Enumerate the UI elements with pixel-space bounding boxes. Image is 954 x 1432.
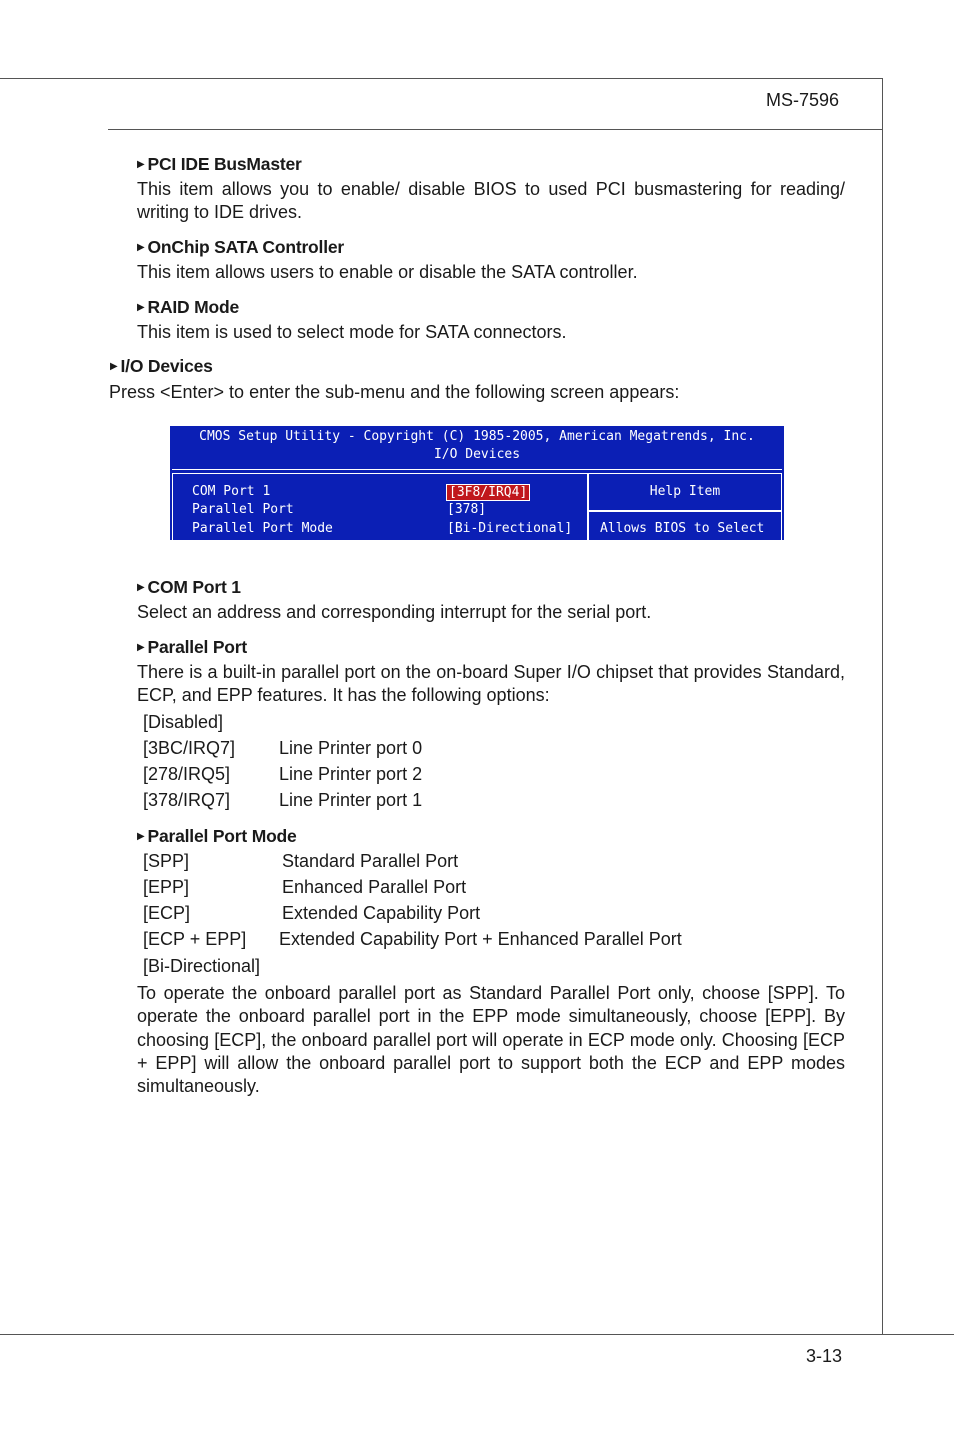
section-body-parallel-port: There is a built-in parallel port on the on-board Super I/O chipset that provides Standard, ECP, and EPP features. It has the following options: (137, 662, 845, 706)
bullet-triangle-icon: ▶ (137, 242, 145, 253)
bullet-triangle-icon: ▶ (137, 582, 145, 593)
bullet-triangle-icon: ▶ (110, 361, 118, 372)
option-description: Enhanced Parallel Port (282, 877, 467, 897)
heading-text: OnChip SATA Controller (147, 237, 345, 257)
option-description: Extended Capability Port + Enhanced Parallel Port (279, 929, 682, 949)
section-body-pci-ide: This item allows you to enable/ disable BIOS to used PCI busmastering for reading/ writing to IDE drives. (137, 179, 845, 223)
heading-text: RAID Mode (147, 297, 240, 317)
option-value: [SPP] (143, 851, 190, 871)
heading-text: PCI IDE BusMaster (147, 154, 302, 174)
bios-help-title: Help Item (649, 484, 721, 499)
section-body-io-devices: Press <Enter> to enter the sub-menu and the following screen appears: (109, 382, 680, 402)
option-description: Line Printer port 1 (279, 790, 423, 810)
option-description: Extended Capability Port (282, 903, 481, 923)
section-heading-parallel-port (137, 637, 247, 658)
option-value: [Disabled] (143, 712, 224, 732)
section-heading-com-port (137, 577, 241, 598)
section-body-onchip-sata: This item allows users to enable or disable the SATA controller. (137, 262, 638, 282)
heading-text: Parallel Port Mode (147, 826, 297, 846)
bios-row-value-selected[interactable]: [3F8/IRQ4] (446, 484, 530, 501)
section-body-com-port: Select an address and corresponding interrupt for the serial port. (137, 602, 652, 622)
bios-title: CMOS Setup Utility - Copyright (C) 1985-2005, American Megatrends, Inc. (199, 429, 755, 444)
bullet-triangle-icon: ▶ (137, 159, 145, 170)
page-number: 3-13 (806, 1346, 843, 1366)
bottom-rule (0, 1334, 954, 1335)
heading-text: I/O Devices (120, 356, 213, 376)
bios-row-label[interactable]: Parallel Port Mode (192, 521, 333, 536)
section-body-raid-mode: This item is used to select mode for SATA connectors. (137, 322, 567, 342)
bios-help-text: Allows BIOS to Select (600, 521, 765, 536)
section-heading-parallel-port-mode (137, 826, 297, 847)
bios-row-label[interactable]: Parallel Port (192, 502, 294, 517)
option-value: [Bi-Directional] (143, 956, 261, 976)
model-number: MS-7596 (766, 90, 840, 110)
option-value: [ECP] (143, 903, 191, 923)
bios-row-value[interactable]: [378] (447, 502, 487, 517)
top-rule (0, 78, 883, 79)
section-heading-onchip-sata (137, 237, 344, 258)
right-margin-rule (882, 78, 883, 1334)
option-value: [EPP] (143, 877, 190, 897)
section-body-parallel-port-mode: To operate the onboard parallel port as Standard Parallel Port only, choose [SPP]. To operate the onboard parallel port in the EPP mode simultaneously, choose [EPP]. By choosing [ECP], the onboard parallel port will operate in ECP mode only. Choosing [ECP + EPP] will allow the onboard parallel port to support both the ECP and EPP modes simultaneously. (137, 983, 845, 1097)
bios-screen (170, 426, 784, 540)
heading-text: Parallel Port (147, 637, 248, 657)
option-description: Standard Parallel Port (282, 851, 459, 871)
option-value: [378/IRQ7] (143, 790, 231, 810)
bullet-triangle-icon: ▶ (137, 642, 145, 653)
option-value: [3BC/IRQ7] (143, 738, 236, 758)
section-heading-raid-mode (137, 297, 239, 318)
heading-text: COM Port 1 (147, 577, 241, 597)
option-value: [278/IRQ5] (143, 764, 231, 784)
header-rule (108, 129, 883, 130)
bullet-triangle-icon: ▶ (137, 831, 145, 842)
option-description: Line Printer port 2 (279, 764, 423, 784)
section-heading-io-devices (110, 356, 213, 377)
option-value: [ECP + EPP] (143, 929, 247, 949)
bios-row-label[interactable]: COM Port 1 (192, 484, 271, 499)
bios-divider (172, 469, 782, 470)
bullet-triangle-icon: ▶ (137, 302, 145, 313)
bios-row-value[interactable]: [Bi-Directional] (447, 521, 573, 536)
option-description: Line Printer port 0 (279, 738, 423, 758)
section-heading-pci-ide (137, 154, 302, 175)
bios-subtitle: I/O Devices (433, 447, 521, 462)
